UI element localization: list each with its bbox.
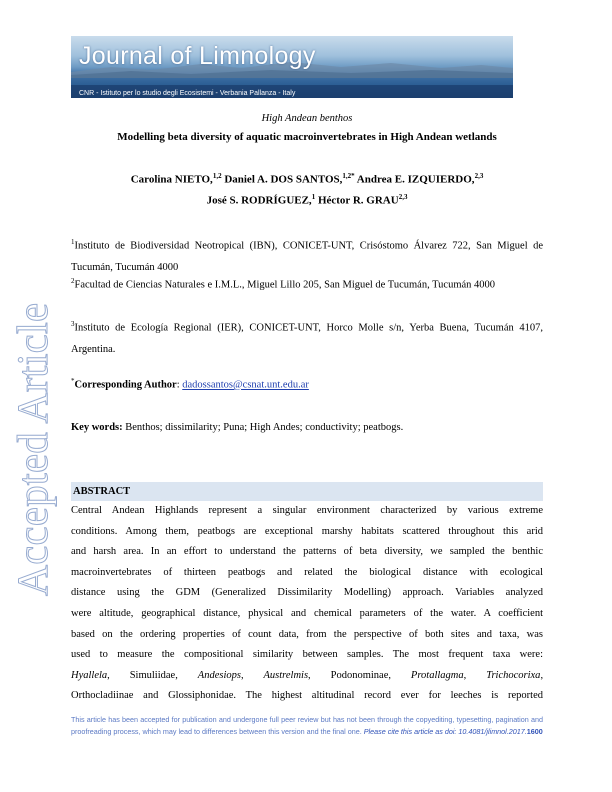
- abstract-line: distance using the GDM (Generalized Dissimilarity Modelling) approach. Variables analyzed: [71, 587, 543, 599]
- author-name: Daniel A. DOS SANTOS,: [224, 173, 343, 186]
- affiliation-number: 2: [71, 277, 75, 285]
- abstract-heading: ABSTRACT: [71, 482, 543, 501]
- affiliation-text: Facultad de Ciencias Naturales e I.M.L., Miguel Lillo 205, San Miguel de Tucumán, Tucumán 4000: [74, 279, 496, 291]
- author-name: José S. RODRÍGUEZ,: [206, 194, 312, 207]
- author-affiliation-mark: 2,3: [474, 172, 484, 180]
- abstract-line: macroinvertebrates of thirteen peatbogs and related the biological distance with ecological: [71, 566, 543, 578]
- taxon: Trichocorixa: [486, 669, 541, 681]
- abstract-body: [71, 501, 543, 707]
- affiliation-number: 1: [71, 238, 75, 246]
- keywords-label: Key words:: [71, 422, 123, 433]
- author-affiliation-mark: 1,2: [212, 172, 222, 180]
- affiliation-number: 3: [71, 320, 75, 328]
- taxon: Austrelmis: [263, 669, 309, 681]
- keywords-text: Benthos; dissimilarity; Puna; High Andes; conductivity; peatbogs.: [122, 422, 404, 433]
- taxon: Podonominae: [330, 669, 389, 681]
- abstract-line: Orthocladiinae and Glossiphonidae. The highest altitudinal record ever for leeches is reported: [71, 690, 543, 702]
- accepted-article-watermark: Accepted Article: [10, 302, 57, 596]
- notice-text: This article has been accepted for publication and undergone full peer review but has not been through the copyediting, typesetting, pagination and proofreading process, which may lead to differences between this version and the final one.: [71, 715, 543, 736]
- author-name: Carolina NIETO,: [130, 173, 213, 186]
- corresponding-email-link[interactable]: dadossantos@csnat.unt.edu.ar: [182, 379, 309, 391]
- taxon: Andesiops: [197, 669, 241, 681]
- abstract-line: conditions. Among them, peatbogs are exceptional marshy habitats scattered throughout this arid: [71, 525, 543, 537]
- affiliation-3: [71, 314, 543, 361]
- journal-banner: [71, 36, 513, 98]
- journal-institution: CNR - Istituto per lo studio degli Ecosistemi - Verbania Pallanza - Italy: [79, 90, 296, 97]
- author-affiliation-mark: 2,3: [398, 193, 408, 201]
- abstract-line: used to measure the compositional similarity between samples. The most frequent taxa were:: [71, 649, 543, 661]
- article-title: Modelling beta diversity of aquatic macroinvertebrates in High Andean wetlands: [117, 131, 497, 143]
- abstract-line: based on the ordering properties of count data, from the perspective of both sites and taxa, was: [71, 628, 543, 640]
- taxon: Protallagma: [410, 669, 464, 681]
- affiliation-2: [71, 271, 543, 296]
- journal-title: Journal of Limnology: [79, 42, 316, 70]
- taxon: Simuliidae: [129, 669, 176, 681]
- keywords: [71, 422, 543, 433]
- author-affiliation-mark: 1: [311, 193, 316, 201]
- acceptance-notice: [71, 714, 543, 737]
- doi-citation: Please cite this article as doi: 10.4081/jlimnol.2017.: [363, 726, 527, 736]
- doi-number: 1600: [526, 726, 543, 736]
- abstract-line: were altitude, geographical distance, physical and chemical parameters of the water. A coefficient: [71, 607, 543, 619]
- abstract-taxa-line: Hyallela, Simuliidae, Andesiops, Austrelmis, Podonominae, Protallagma, Trichocorixa,: [71, 669, 544, 681]
- corresponding-separator: :: [176, 379, 183, 391]
- corresponding-mark: *: [71, 377, 75, 385]
- abstract-line: Central Andean Highlands represent a singular environment characterized by various extreme: [71, 505, 543, 516]
- author-line-1: [71, 172, 543, 186]
- affiliation-text: Instituto de Biodiversidad Neotropical (IBN), CONICET-UNT, Crisóstomo Álvarez 722, San Miguel de Tucumán, Tucumán 4000: [71, 240, 543, 273]
- affiliation-text: Instituto de Ecología Regional (IER), CONICET-UNT, Horco Molle s/n, Yerba Buena, Tucumán 4107, Argentina.: [71, 322, 543, 355]
- corresponding-label: Corresponding Author: [74, 379, 177, 391]
- corresponding-author: [71, 377, 543, 391]
- author-line-2: [71, 193, 543, 207]
- abstract-line: and harsh area. In an effort to understand the patterns of beta diversity, we sampled the benthic: [71, 546, 543, 558]
- author-name: Héctor R. GRAU: [317, 194, 399, 207]
- taxon: Hyallela: [71, 669, 108, 681]
- section-label: High Andean benthos: [261, 113, 353, 124]
- author-name: Andrea E. IZQUIERDO,: [356, 173, 475, 186]
- author-affiliation-mark: 1,2*: [342, 172, 355, 180]
